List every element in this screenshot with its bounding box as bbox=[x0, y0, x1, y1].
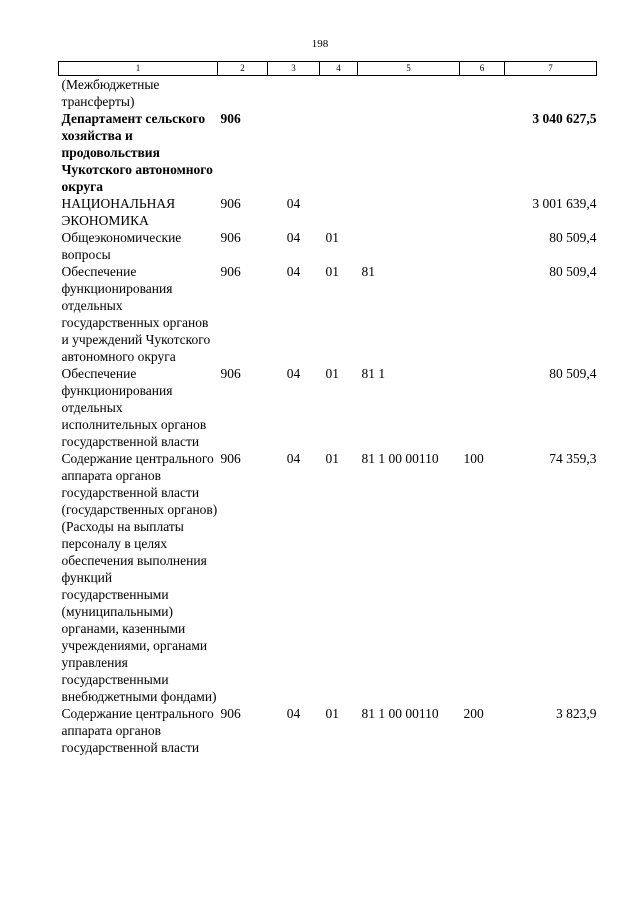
row-csr bbox=[358, 110, 460, 195]
budget-table bbox=[58, 61, 597, 756]
row-vr bbox=[460, 229, 505, 263]
row-csr: 81 1 00 00110 bbox=[361, 706, 439, 721]
row-rz: 04 bbox=[286, 196, 301, 211]
row-ved: 906 bbox=[220, 264, 241, 279]
table-row bbox=[59, 110, 597, 195]
row-sum bbox=[505, 76, 597, 111]
row-sum: 80 509,4 bbox=[549, 264, 597, 279]
row-vr bbox=[460, 195, 505, 229]
table-row bbox=[59, 365, 597, 450]
header-col-7: 7 bbox=[505, 62, 597, 76]
row-pr bbox=[320, 76, 358, 111]
row-sum: 3 040 627,5 bbox=[532, 111, 597, 126]
row-ved bbox=[218, 76, 268, 111]
header-col-3: 3 bbox=[268, 62, 320, 76]
page-number: 198 bbox=[311, 38, 329, 50]
row-rz bbox=[268, 110, 320, 195]
row-name: Обеспечение функционирования отдельных государственных органов и учреждений Чукотского автономного округа bbox=[61, 264, 211, 364]
row-pr: 01 bbox=[325, 451, 339, 466]
row-csr bbox=[358, 195, 460, 229]
row-rz bbox=[268, 76, 320, 111]
row-csr bbox=[358, 76, 460, 111]
row-name: Общеэкономические вопросы bbox=[61, 230, 182, 262]
row-vr: 200 bbox=[463, 706, 484, 721]
row-ved: 906 bbox=[220, 111, 241, 126]
header-col-4: 4 bbox=[320, 62, 358, 76]
row-ved: 906 bbox=[220, 451, 241, 466]
row-ved: 906 bbox=[220, 230, 241, 245]
row-name: НАЦИОНАЛЬНАЯ ЭКОНОМИКА bbox=[61, 196, 176, 228]
table-row bbox=[59, 705, 597, 756]
row-csr: 81 1 bbox=[361, 366, 386, 381]
row-pr: 01 bbox=[325, 366, 339, 381]
row-sum: 3 823,9 bbox=[556, 706, 597, 721]
row-ved: 906 bbox=[220, 366, 241, 381]
row-name: Содержание центрального аппарата органов государственной власти (государственных органов) (Расходы на выплаты персоналу в целях обеспечения выполнения функций государственными (муниципальными) органами, казенными учреждениями, органами управления государственными внебюджетными фондами) bbox=[61, 451, 218, 704]
table-row bbox=[59, 195, 597, 229]
row-rz: 04 bbox=[286, 451, 301, 466]
header-col-2: 2 bbox=[218, 62, 268, 76]
row-sum: 80 509,4 bbox=[549, 366, 597, 381]
row-rz: 04 bbox=[286, 264, 301, 279]
table-row bbox=[59, 263, 597, 365]
table-row bbox=[59, 229, 597, 263]
row-sum: 3 001 639,4 bbox=[532, 196, 597, 211]
header-row bbox=[59, 62, 597, 76]
row-csr bbox=[358, 229, 460, 263]
row-vr bbox=[460, 263, 505, 365]
row-vr bbox=[460, 110, 505, 195]
header-col-6: 6 bbox=[460, 62, 505, 76]
row-vr bbox=[460, 76, 505, 111]
row-rz: 04 bbox=[286, 230, 301, 245]
row-pr bbox=[320, 110, 358, 195]
header-col-1: 1 bbox=[59, 62, 218, 76]
row-ved: 906 bbox=[220, 196, 241, 211]
row-vr: 100 bbox=[463, 451, 484, 466]
row-pr bbox=[320, 195, 358, 229]
row-name: (Межбюджетные трансферты) bbox=[61, 77, 160, 109]
table-row bbox=[59, 76, 597, 111]
row-name: Департамент сельского хозяйства и продовольствия Чукотского автономного округа bbox=[61, 111, 213, 194]
row-ved: 906 bbox=[220, 706, 241, 721]
row-sum: 74 359,3 bbox=[549, 451, 597, 466]
row-sum: 80 509,4 bbox=[549, 230, 597, 245]
row-csr: 81 bbox=[361, 264, 375, 279]
row-vr bbox=[460, 365, 505, 450]
row-pr: 01 bbox=[325, 230, 339, 245]
row-rz: 04 bbox=[286, 706, 301, 721]
row-pr: 01 bbox=[325, 706, 339, 721]
row-pr: 01 bbox=[325, 264, 339, 279]
table-row bbox=[59, 450, 597, 705]
row-csr: 81 1 00 00110 bbox=[361, 451, 439, 466]
row-rz: 04 bbox=[286, 366, 301, 381]
row-name: Обеспечение функционирования отдельных исполнительных органов государственной власти bbox=[61, 366, 207, 449]
header-col-5: 5 bbox=[358, 62, 460, 76]
row-name: Содержание центрального аппарата органов государственной власти bbox=[61, 706, 214, 755]
